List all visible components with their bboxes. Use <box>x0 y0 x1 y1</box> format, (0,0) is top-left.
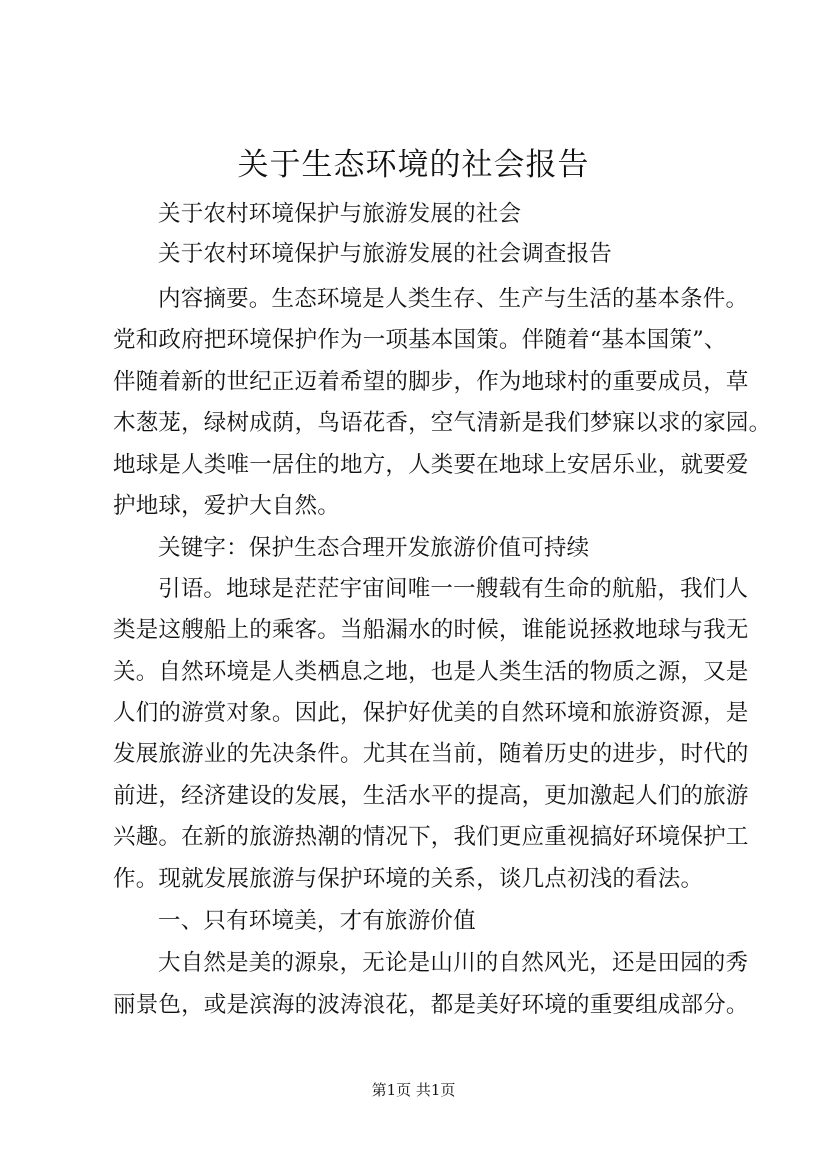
section-line-2: 丽景色，或是滨海的波涛浪花，都是美好环境的重要组成部分。 <box>113 992 749 1018</box>
intro-line-6: 前进，经济建设的发展，生活水平的提高，更加激起人们的旅游 <box>113 783 749 809</box>
subtitle-line-1: 关于农村环境保护与旅游发展的社会 <box>158 201 522 227</box>
document-title: 关于生态环境的社会报告 <box>237 147 590 183</box>
subtitle-line-2: 关于农村环境保护与旅游发展的社会调查报告 <box>158 241 613 267</box>
intro-line-4: 人们的游赏对象。因此，保护好优美的自然环境和旅游资源，是 <box>113 700 749 726</box>
section-heading-1: 一、只有环境美，才有旅游价值 <box>158 908 476 934</box>
intro-line-5: 发展旅游业的先决条件。尤其在当前，随着历史的进步，时代的 <box>113 741 749 767</box>
abstract-line-3: 伴随着新的世纪正迈着希望的脚步，作为地球村的重要成员，草 <box>113 369 749 395</box>
intro-line-3: 关。自然环境是人类栖息之地，也是人类生活的物质之源，又是 <box>113 659 749 685</box>
intro-line-2: 类是这艘船上的乘客。当船漏水的时候，谁能说拯救地球与我无 <box>113 617 749 643</box>
keywords-line: 关键字：保护生态合理开发旅游价值可持续 <box>158 535 590 561</box>
intro-line-7: 兴趣。在新的旅游热潮的情况下，我们更应重视搞好环境保护工 <box>113 824 749 850</box>
section-line-1: 大自然是美的源泉，无论是山川的自然风光，还是田园的秀 <box>158 950 749 976</box>
abstract-line-5: 地球是人类唯一居住的地方，人类要在地球上安居乐业，就要爱 <box>113 452 749 478</box>
page-footer: 第1页 共1页 <box>371 1081 456 1099</box>
intro-line-1: 引语。地球是茫茫宇宙间唯一一艘载有生命的航船，我们人 <box>158 576 749 602</box>
abstract-line-4: 木葱茏，绿树成荫，鸟语花香，空气清新是我们梦寐以求的家园。 <box>113 410 772 436</box>
abstract-line-1: 内容摘要。生态环境是人类生存、生产与生活的基本条件。 <box>158 286 749 312</box>
abstract-line-6: 护地球，爱护大自然。 <box>113 493 341 519</box>
intro-line-8: 作。现就发展旅游与保护环境的关系，谈几点初浅的看法。 <box>113 866 704 892</box>
abstract-line-2: 党和政府把环境保护作为一项基本国策。伴随着“基本国策”、 <box>113 327 727 353</box>
